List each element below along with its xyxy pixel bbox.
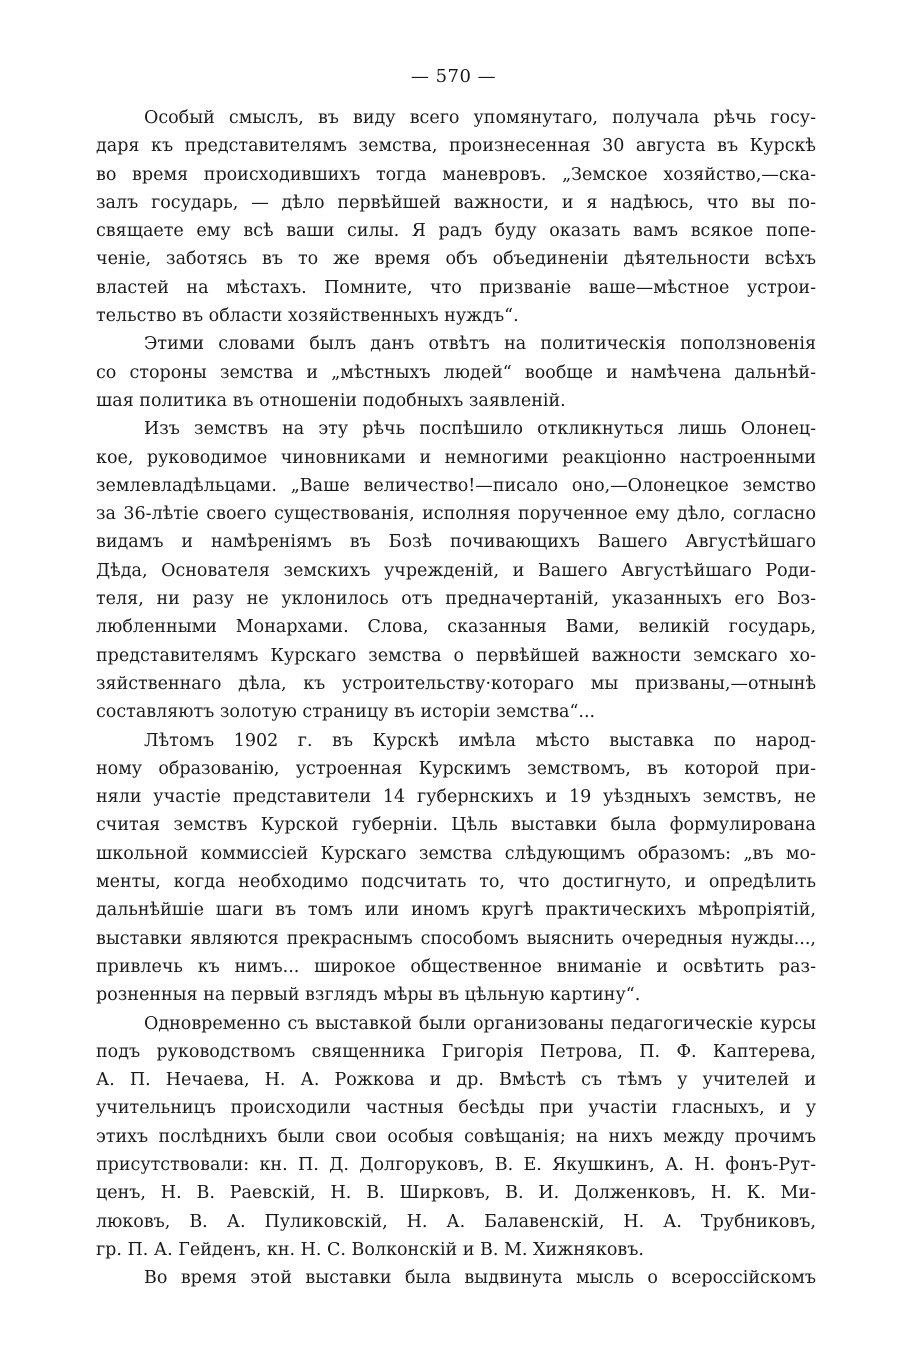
text-line: школьной коммиссіей Курскаго земства слѣдующимъ образомъ: „въ мо-: [96, 843, 816, 864]
text-line: Изъ земствъ на эту рѣчь поспѣшило откликнуться лишь Олонец-: [144, 419, 816, 440]
text-line: видамъ и намѣреніямъ въ Бозѣ почивающихъ Вашего Августѣйшаго: [96, 532, 816, 553]
text-line: за 36-лѣтіе своего существованія, исполняя порученное ему дѣло, согласно: [96, 504, 816, 525]
paragraph: [96, 727, 816, 1010]
text-line: представителямъ Курскаго земства о первѣйшей важности земскаго хо-: [96, 645, 816, 666]
page-number: — 570 —: [410, 66, 497, 87]
text-line: менты, когда необходимо подсчитать то, что достигнуто, и опредѣлить: [96, 872, 816, 893]
paragraph: [96, 104, 816, 330]
body-text: [96, 104, 816, 1292]
text-line: присутствовали: кн. П. Д. Долгоруковъ, В. Е. Якушкинъ, А. Н. фонъ-Рут-: [96, 1154, 816, 1175]
text-line: учительницъ происходили частныя бесѣды при участіи гласныхъ, и у: [96, 1098, 816, 1119]
paragraph: [96, 330, 816, 415]
paragraph: [96, 1264, 816, 1292]
paragraph: [96, 415, 816, 726]
text-line: даря къ представителямъ земства, произнесенная 30 августа въ Курскѣ: [96, 136, 816, 157]
text-line: свящаете ему всѣ ваши силы. Я радъ буду оказать вамъ всякое попе-: [96, 221, 816, 242]
text-line: со стороны земства и „мѣстныхъ людей“ вообще и намѣчена дальнѣй-: [96, 362, 816, 383]
text-line: теля, ни разу не уклонилось отъ предначертаній, указанныхъ его Воз-: [96, 589, 816, 610]
text-line: дальнѣйшіе шаги въ томъ или иномъ кругѣ практическихъ мѣропріятій,: [96, 900, 816, 921]
text-line: люковъ, В. А. Пуликовскій, Н. А. Балавенскій, Н. А. Трубниковъ,: [96, 1211, 816, 1232]
text-line: любленными Монархами. Слова, сказанныя Вами, великій государь,: [96, 617, 816, 638]
text-line: ному образованію, устроенная Курскимъ земствомъ, въ которой при-: [96, 758, 816, 779]
text-line: составляютъ золотую страницу въ исторіи земства“...: [96, 702, 596, 723]
text-line: Дѣда, Основателя земскихъ учрежденій, и Вашего Августѣйшаго Роди-: [96, 560, 816, 581]
text-line: этихъ послѣднихъ были свои особыя совѣщанія; на нихъ между прочимъ: [96, 1126, 816, 1147]
text-line: Этими словами былъ данъ отвѣтъ на политическія поползновенія: [144, 334, 816, 355]
text-line: Особый смыслъ, въ виду всего упомянутаго, получала рѣчь госу-: [144, 108, 816, 128]
text-line: кое, руководимое чиновниками и немногими реакціонно настроенными: [96, 447, 816, 468]
text-line: землевладѣльцами. „Ваше величество!—писало оно,—Олонецкое земство: [96, 475, 816, 496]
text-line: шая политика въ отношеніи подобныхъ заявленій.: [96, 390, 566, 411]
text-line: ценъ, Н. В. Раевскій, Н. В. Ширковъ, В. И. Долженковъ, Н. К. Ми-: [96, 1183, 816, 1204]
text-line: Лѣтомъ 1902 г. въ Курскѣ имѣла мѣсто выставка по народ-: [144, 730, 816, 751]
text-line: выставки являются прекраснымъ способомъ выяснить очередныя нужды...,: [96, 928, 816, 949]
text-line: во время происходившихъ тогда маневровъ. „Земское хозяйство,—ска-: [96, 164, 816, 185]
text-line: Во время этой выставки была выдвинута мысль о всероссійскомъ: [144, 1268, 816, 1289]
text-line: Одновременно съ выставкой были организованы педагогическіе курсы: [144, 1013, 816, 1034]
text-line: привлечь къ нимъ... широкое общественное вниманіе и освѣтить раз-: [96, 956, 816, 977]
text-line: няли участіе представители 14 губернскихъ и 19 уѣздныхъ земствъ, не: [96, 787, 816, 808]
text-line: считая земствъ Курской губерніи. Цѣль выставки была формулирована: [96, 815, 816, 836]
text-line: властей на мѣстахъ. Помните, что призваніе ваше—мѣстное устрои-: [96, 277, 816, 298]
text-line: розненныя на первый взглядъ мѣры въ цѣльную картину“.: [96, 985, 641, 1006]
text-line: А. П. Нечаева, Н. А. Рожкова и др. Вмѣстѣ съ тѣмъ у учителей и: [96, 1070, 816, 1091]
paragraph: [96, 1010, 816, 1265]
text-line: зяйственнаго дѣла, къ устроительству·котораго мы призваны,—отнынѣ: [96, 673, 816, 694]
text-line: гр. П. А. Гейденъ, кн. Н. С. Волконскій и В. М. Хижняковъ.: [96, 1239, 644, 1260]
text-line: залъ государь, — дѣло первѣйшей важности, и я надѣюсь, что вы по-: [96, 192, 816, 213]
text-line: ченіе, заботясь въ то же время объ объединеніи дѣятельности всѣхъ: [96, 249, 816, 270]
text-line: тельство въ области хозяйственныхъ нуждъ“.: [96, 306, 519, 327]
text-line: подъ руководствомъ священника Григорія Петрова, П. Ф. Каптерева,: [96, 1041, 816, 1062]
